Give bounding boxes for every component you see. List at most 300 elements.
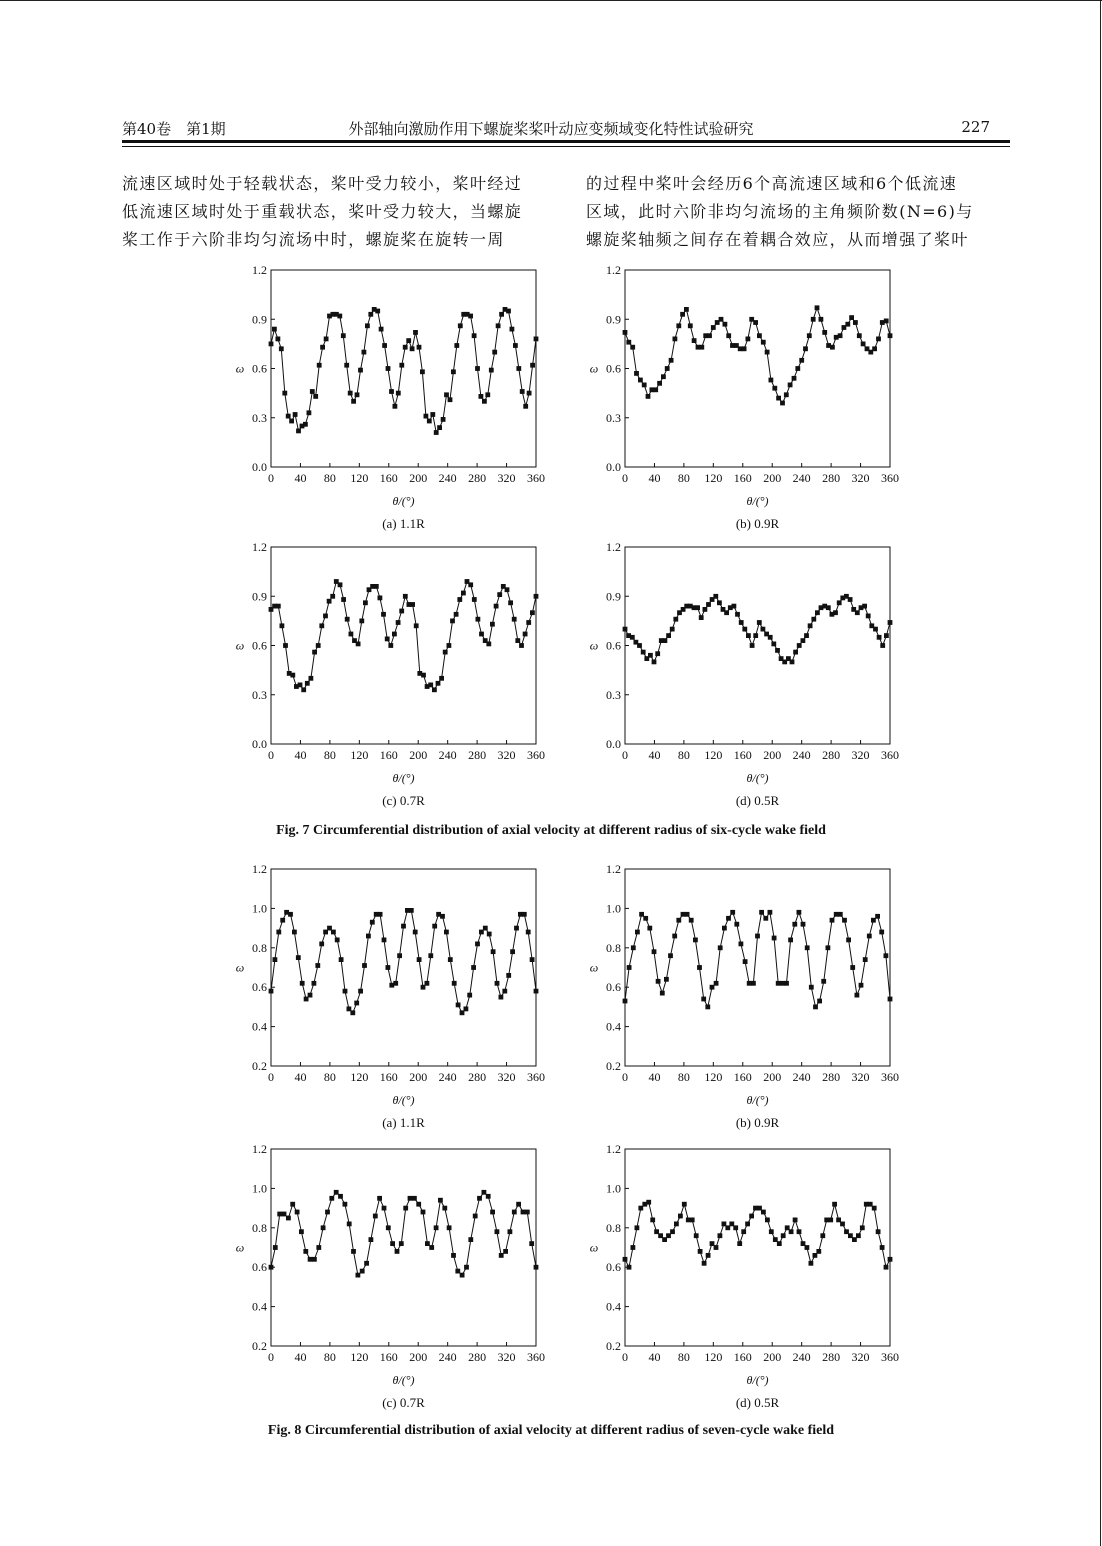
y-tick-label: 0.2: [252, 1339, 267, 1353]
x-tick-label: 240: [438, 748, 457, 762]
data-point-marker: [880, 643, 885, 648]
y-tick-label: 0.0: [606, 737, 621, 751]
data-point-marker: [702, 1261, 707, 1266]
data-point-marker: [867, 934, 872, 939]
data-point-marker: [447, 643, 452, 648]
data-point-marker: [815, 610, 820, 615]
x-tick-label: 200: [409, 471, 428, 485]
data-point-marker: [661, 374, 666, 379]
data-point-marker: [343, 989, 348, 994]
data-point-marker: [722, 926, 727, 931]
data-point-marker: [669, 358, 674, 363]
data-point-marker: [434, 430, 439, 435]
data-point-marker: [341, 597, 346, 602]
chart-subcaption: (a) 1.1R: [382, 1115, 425, 1130]
data-point-marker: [648, 653, 653, 658]
data-point-marker: [668, 953, 673, 958]
x-tick-label: 360: [527, 1350, 545, 1364]
data-point-marker: [674, 1222, 679, 1227]
data-point-marker: [429, 1245, 434, 1250]
data-point-marker: [884, 633, 889, 638]
data-point-marker: [804, 633, 809, 638]
data-point-marker: [784, 392, 789, 397]
data-point-marker: [396, 391, 401, 396]
y-tick-label: 1.2: [606, 862, 621, 876]
data-point-marker: [832, 1202, 837, 1207]
data-point-marker: [710, 985, 715, 990]
data-point-marker: [289, 419, 294, 424]
data-point-marker: [761, 340, 766, 345]
data-point-marker: [399, 1241, 404, 1246]
data-point-marker: [718, 1233, 723, 1238]
data-point-marker: [490, 622, 495, 627]
chart-subcaption: (a) 1.1R: [382, 516, 425, 531]
data-point-marker: [382, 343, 387, 348]
data-point-marker: [849, 315, 854, 320]
data-point-marker: [351, 399, 356, 404]
data-point-marker: [490, 1210, 495, 1215]
data-point-marker: [663, 638, 668, 643]
data-point-marker: [626, 340, 631, 345]
data-point-marker: [759, 910, 764, 915]
y-tick-label: 0.0: [606, 460, 621, 474]
x-tick-label: 280: [468, 471, 487, 485]
data-point-marker: [656, 979, 661, 984]
data-point-marker: [845, 322, 850, 327]
data-point-marker: [309, 676, 314, 681]
data-point-marker: [485, 392, 490, 397]
data-point-marker: [502, 989, 507, 994]
data-point-marker: [503, 1249, 508, 1254]
y-tick-label: 0.4: [606, 1299, 621, 1314]
x-axis-label: θ/(°): [392, 494, 415, 508]
data-point-marker: [820, 1233, 825, 1238]
x-tick-label: 200: [409, 1070, 428, 1084]
data-point-marker: [308, 993, 313, 998]
fig8-caption: Fig. 8 Circumferential distribution of axial velocity at different radius of seven-cycle wake field: [267, 1423, 835, 1438]
data-point-marker: [273, 1245, 278, 1250]
data-point-marker: [856, 1233, 861, 1238]
data-point-marker: [838, 912, 843, 917]
data-point-marker: [714, 981, 719, 986]
x-tick-label: 320: [851, 1350, 870, 1364]
data-point-marker: [520, 389, 525, 394]
y-tick-label: 1.2: [252, 1142, 267, 1156]
data-point-marker: [884, 1265, 889, 1270]
data-point-marker: [788, 383, 793, 388]
x-tick-label: 80: [677, 1070, 690, 1084]
data-point-marker: [475, 366, 480, 371]
data-point-marker: [319, 623, 324, 628]
x-tick-label: 120: [704, 1070, 723, 1084]
data-point-marker: [303, 1249, 308, 1254]
page-number: 227: [961, 118, 990, 136]
data-point-marker: [741, 1229, 746, 1234]
data-point-marker: [746, 633, 751, 638]
x-tick-label: 120: [350, 748, 369, 762]
data-point-marker: [386, 1225, 391, 1230]
data-point-marker: [830, 918, 835, 923]
data-point-marker: [320, 345, 325, 350]
y-tick-label: 0.6: [606, 638, 621, 653]
data-point-marker: [859, 983, 864, 988]
data-point-marker: [676, 323, 681, 328]
data-point-marker: [670, 1229, 675, 1234]
data-point-marker: [300, 981, 305, 986]
y-tick-label: 1.0: [252, 1181, 267, 1196]
data-point-marker: [680, 312, 685, 317]
chart-fig8-d: [580, 1141, 910, 1410]
fig7-caption: Fig. 7 Circumferential distribution of axial velocity at different radius of six-cycle wake field: [276, 823, 826, 838]
data-point-marker: [293, 412, 298, 417]
plot-frame: [625, 1149, 890, 1346]
data-point-marker: [425, 981, 430, 986]
data-point-marker: [317, 363, 322, 368]
plot-frame: [625, 869, 890, 1066]
series-line: [625, 912, 890, 1007]
text-line: 桨工作于六阶非均匀流场中时，螺旋桨在旋转一周: [122, 230, 505, 249]
data-point-marker: [830, 345, 835, 350]
data-point-marker: [341, 333, 346, 338]
data-point-marker: [350, 1010, 355, 1015]
data-point-marker: [801, 638, 806, 643]
data-point-marker: [688, 323, 693, 328]
chart-svg: [226, 262, 556, 531]
data-point-marker: [742, 627, 747, 632]
data-point-marker: [444, 930, 449, 935]
data-point-marker: [315, 963, 320, 968]
data-point-marker: [713, 594, 718, 599]
data-point-marker: [451, 1253, 456, 1258]
data-point-marker: [623, 330, 628, 335]
data-point-marker: [410, 346, 415, 351]
data-point-marker: [765, 1218, 770, 1223]
data-point-marker: [866, 614, 871, 619]
data-point-marker: [652, 660, 657, 665]
data-point-marker: [495, 1229, 500, 1234]
x-tick-label: 320: [497, 748, 516, 762]
data-point-marker: [678, 1214, 683, 1219]
data-point-marker: [460, 1273, 465, 1278]
data-point-marker: [529, 1241, 534, 1246]
data-point-marker: [452, 981, 457, 986]
data-point-marker: [753, 320, 758, 325]
data-point-marker: [718, 945, 723, 950]
data-point-marker: [369, 1237, 374, 1242]
data-point-marker: [630, 345, 635, 350]
data-point-marker: [701, 997, 706, 1002]
data-point-marker: [755, 934, 760, 939]
data-point-marker: [534, 1265, 539, 1270]
data-point-marker: [681, 912, 686, 917]
x-tick-label: 0: [268, 1070, 274, 1084]
data-point-marker: [682, 1202, 687, 1207]
data-point-marker: [506, 973, 511, 978]
x-tick-label: 280: [822, 748, 841, 762]
y-tick-label: 0.9: [606, 589, 621, 604]
data-point-marker: [828, 1218, 833, 1223]
data-point-marker: [468, 582, 473, 587]
data-point-marker: [399, 363, 404, 368]
data-point-marker: [706, 602, 711, 607]
data-point-marker: [392, 632, 397, 637]
data-point-marker: [324, 337, 329, 342]
data-point-marker: [269, 1265, 274, 1270]
data-point-marker: [375, 309, 380, 314]
data-point-marker: [377, 1196, 382, 1201]
data-point-marker: [276, 337, 281, 342]
journal-volume: 第40卷 第1期: [122, 120, 226, 138]
data-point-marker: [356, 1273, 361, 1278]
data-point-marker: [316, 1245, 321, 1250]
data-point-marker: [499, 312, 504, 317]
data-point-marker: [508, 1229, 513, 1234]
data-point-marker: [781, 1233, 786, 1238]
data-point-marker: [299, 1229, 304, 1234]
x-tick-label: 0: [268, 1350, 274, 1364]
data-point-marker: [639, 912, 644, 917]
data-point-marker: [819, 317, 824, 322]
x-tick-label: 200: [409, 1350, 428, 1364]
x-axis-label: θ/(°): [392, 771, 415, 785]
data-point-marker: [840, 1222, 845, 1227]
data-point-marker: [638, 378, 643, 383]
data-point-marker: [746, 337, 751, 342]
text-line: 区域，此时六阶非均匀流场的主角频阶数(N=6)与: [586, 202, 974, 221]
data-point-marker: [499, 995, 504, 1000]
data-point-marker: [308, 1257, 313, 1262]
y-tick-label: 1.2: [252, 862, 267, 876]
chart-subcaption: (b) 0.9R: [735, 516, 780, 531]
data-point-marker: [325, 1210, 330, 1215]
data-point-marker: [506, 309, 511, 314]
data-point-marker: [717, 600, 722, 605]
data-point-marker: [472, 597, 477, 602]
x-tick-label: 360: [881, 1350, 899, 1364]
data-point-marker: [523, 404, 528, 409]
x-tick-label: 120: [704, 748, 723, 762]
chart-svg: [226, 1141, 556, 1410]
data-point-marker: [330, 594, 335, 599]
y-tick-label: 1.0: [606, 1181, 621, 1196]
plot-frame: [271, 270, 536, 467]
data-point-marker: [307, 410, 312, 415]
chart-fig8-c: [226, 1141, 556, 1410]
data-point-marker: [280, 918, 285, 923]
data-point-marker: [813, 1005, 818, 1010]
data-point-marker: [769, 1229, 774, 1234]
data-point-marker: [475, 942, 480, 947]
data-point-marker: [428, 953, 433, 958]
data-point-marker: [416, 1202, 421, 1207]
data-point-marker: [627, 1265, 632, 1270]
data-point-marker: [801, 922, 806, 927]
data-point-marker: [769, 378, 774, 383]
data-point-marker: [269, 989, 274, 994]
data-point-marker: [430, 412, 435, 417]
data-point-marker: [295, 1210, 300, 1215]
x-tick-label: 320: [851, 471, 870, 485]
data-point-marker: [714, 1245, 719, 1250]
data-point-marker: [788, 938, 793, 943]
data-point-marker: [784, 981, 789, 986]
y-tick-label: 0.6: [252, 361, 267, 376]
data-point-marker: [732, 604, 737, 609]
data-point-marker: [303, 422, 308, 427]
data-point-marker: [468, 1237, 473, 1242]
data-point-marker: [443, 650, 448, 655]
data-point-marker: [530, 610, 535, 615]
data-point-marker: [286, 414, 291, 419]
data-point-marker: [468, 314, 473, 319]
data-point-marker: [817, 999, 822, 1004]
data-point-marker: [458, 323, 463, 328]
data-point-marker: [339, 957, 344, 962]
running-title: 外部轴向激励作用下螺旋桨桨叶动应变频域变化特性试验研究: [348, 120, 754, 138]
y-tick-label: 0.0: [252, 460, 267, 474]
chart-svg: [580, 262, 910, 531]
data-point-marker: [510, 949, 515, 954]
x-tick-label: 360: [527, 471, 545, 485]
x-tick-label: 40: [294, 471, 307, 485]
plot-frame: [625, 270, 890, 467]
data-point-marker: [408, 1196, 413, 1201]
x-tick-label: 360: [881, 471, 899, 485]
data-point-marker: [354, 1001, 359, 1006]
data-point-marker: [631, 945, 636, 950]
x-tick-label: 80: [323, 1070, 336, 1084]
data-point-marker: [434, 1225, 439, 1230]
x-tick-label: 160: [733, 471, 752, 485]
data-point-marker: [797, 1229, 802, 1234]
data-point-marker: [421, 673, 426, 678]
x-tick-label: 80: [323, 748, 336, 762]
data-point-marker: [471, 965, 476, 970]
data-point-marker: [450, 619, 455, 624]
data-point-marker: [888, 997, 893, 1002]
data-point-marker: [412, 1196, 417, 1201]
x-tick-label: 280: [822, 471, 841, 485]
data-point-marker: [747, 981, 752, 986]
data-point-marker: [436, 681, 441, 686]
data-point-marker: [448, 957, 453, 962]
data-point-marker: [848, 597, 853, 602]
y-axis-label: ω: [235, 638, 245, 653]
data-point-marker: [516, 366, 521, 371]
data-point-marker: [635, 1225, 640, 1230]
x-tick-label: 360: [881, 1070, 899, 1084]
data-point-marker: [857, 333, 862, 338]
data-point-marker: [406, 338, 411, 343]
x-tick-label: 320: [851, 1070, 870, 1084]
data-point-marker: [403, 345, 408, 350]
data-point-marker: [272, 327, 277, 332]
data-point-marker: [486, 1194, 491, 1199]
data-point-marker: [761, 627, 766, 632]
x-tick-label: 120: [704, 471, 723, 485]
data-point-marker: [467, 993, 472, 998]
x-tick-label: 240: [792, 748, 811, 762]
x-tick-label: 120: [350, 1350, 369, 1364]
x-tick-label: 280: [822, 1350, 841, 1364]
data-point-marker: [888, 620, 893, 625]
y-tick-label: 1.2: [606, 540, 621, 554]
data-point-marker: [664, 977, 669, 982]
data-point-marker: [382, 1206, 387, 1211]
data-point-marker: [833, 610, 838, 615]
series-line: [625, 596, 890, 662]
data-point-marker: [642, 383, 647, 388]
data-point-marker: [650, 1218, 655, 1223]
y-tick-label: 1.2: [252, 540, 267, 554]
x-tick-label: 360: [881, 748, 899, 762]
chart-subcaption: (b) 0.9R: [735, 1115, 780, 1130]
data-point-marker: [417, 957, 422, 962]
data-point-marker: [444, 392, 449, 397]
y-axis-label: ω: [235, 361, 245, 376]
data-point-marker: [305, 681, 310, 686]
data-point-marker: [534, 594, 539, 599]
data-point-marker: [393, 404, 398, 409]
data-point-marker: [319, 942, 324, 947]
data-point-marker: [863, 957, 868, 962]
data-point-marker: [388, 643, 393, 648]
data-point-marker: [457, 597, 462, 602]
x-tick-label: 320: [497, 471, 516, 485]
data-point-marker: [494, 604, 499, 609]
data-point-marker: [777, 1241, 782, 1246]
data-point-marker: [719, 317, 724, 322]
data-point-marker: [310, 389, 315, 394]
y-tick-label: 0.2: [606, 1059, 621, 1073]
data-point-marker: [477, 1196, 482, 1201]
data-point-marker: [390, 1241, 395, 1246]
data-point-marker: [689, 918, 694, 923]
data-point-marker: [437, 425, 442, 430]
chart-fig8-b: [580, 861, 910, 1130]
data-point-marker: [875, 914, 880, 919]
data-point-marker: [338, 582, 343, 587]
data-point-marker: [417, 345, 422, 350]
x-tick-label: 200: [409, 748, 428, 762]
y-tick-label: 1.2: [606, 1142, 621, 1156]
data-point-marker: [489, 368, 494, 373]
y-axis-label: ω: [589, 361, 599, 376]
data-point-marker: [745, 1222, 750, 1227]
x-tick-label: 160: [379, 1350, 398, 1364]
data-point-marker: [753, 633, 758, 638]
data-point-marker: [797, 643, 802, 648]
data-point-marker: [461, 591, 466, 596]
data-point-marker: [522, 912, 527, 917]
x-tick-label: 360: [527, 748, 545, 762]
y-tick-label: 0.6: [252, 1260, 267, 1275]
data-point-marker: [789, 1229, 794, 1234]
data-point-marker: [292, 930, 297, 935]
data-point-marker: [482, 1190, 487, 1195]
data-point-marker: [482, 399, 487, 404]
data-point-marker: [473, 1214, 478, 1219]
data-point-marker: [734, 922, 739, 927]
data-point-marker: [705, 1005, 710, 1010]
data-point-marker: [765, 350, 770, 355]
data-point-marker: [427, 419, 432, 424]
data-point-marker: [455, 1269, 460, 1274]
data-point-marker: [497, 592, 502, 597]
chart-fig8-a: [226, 861, 556, 1130]
data-point-marker: [780, 401, 785, 406]
data-point-marker: [872, 1206, 877, 1211]
